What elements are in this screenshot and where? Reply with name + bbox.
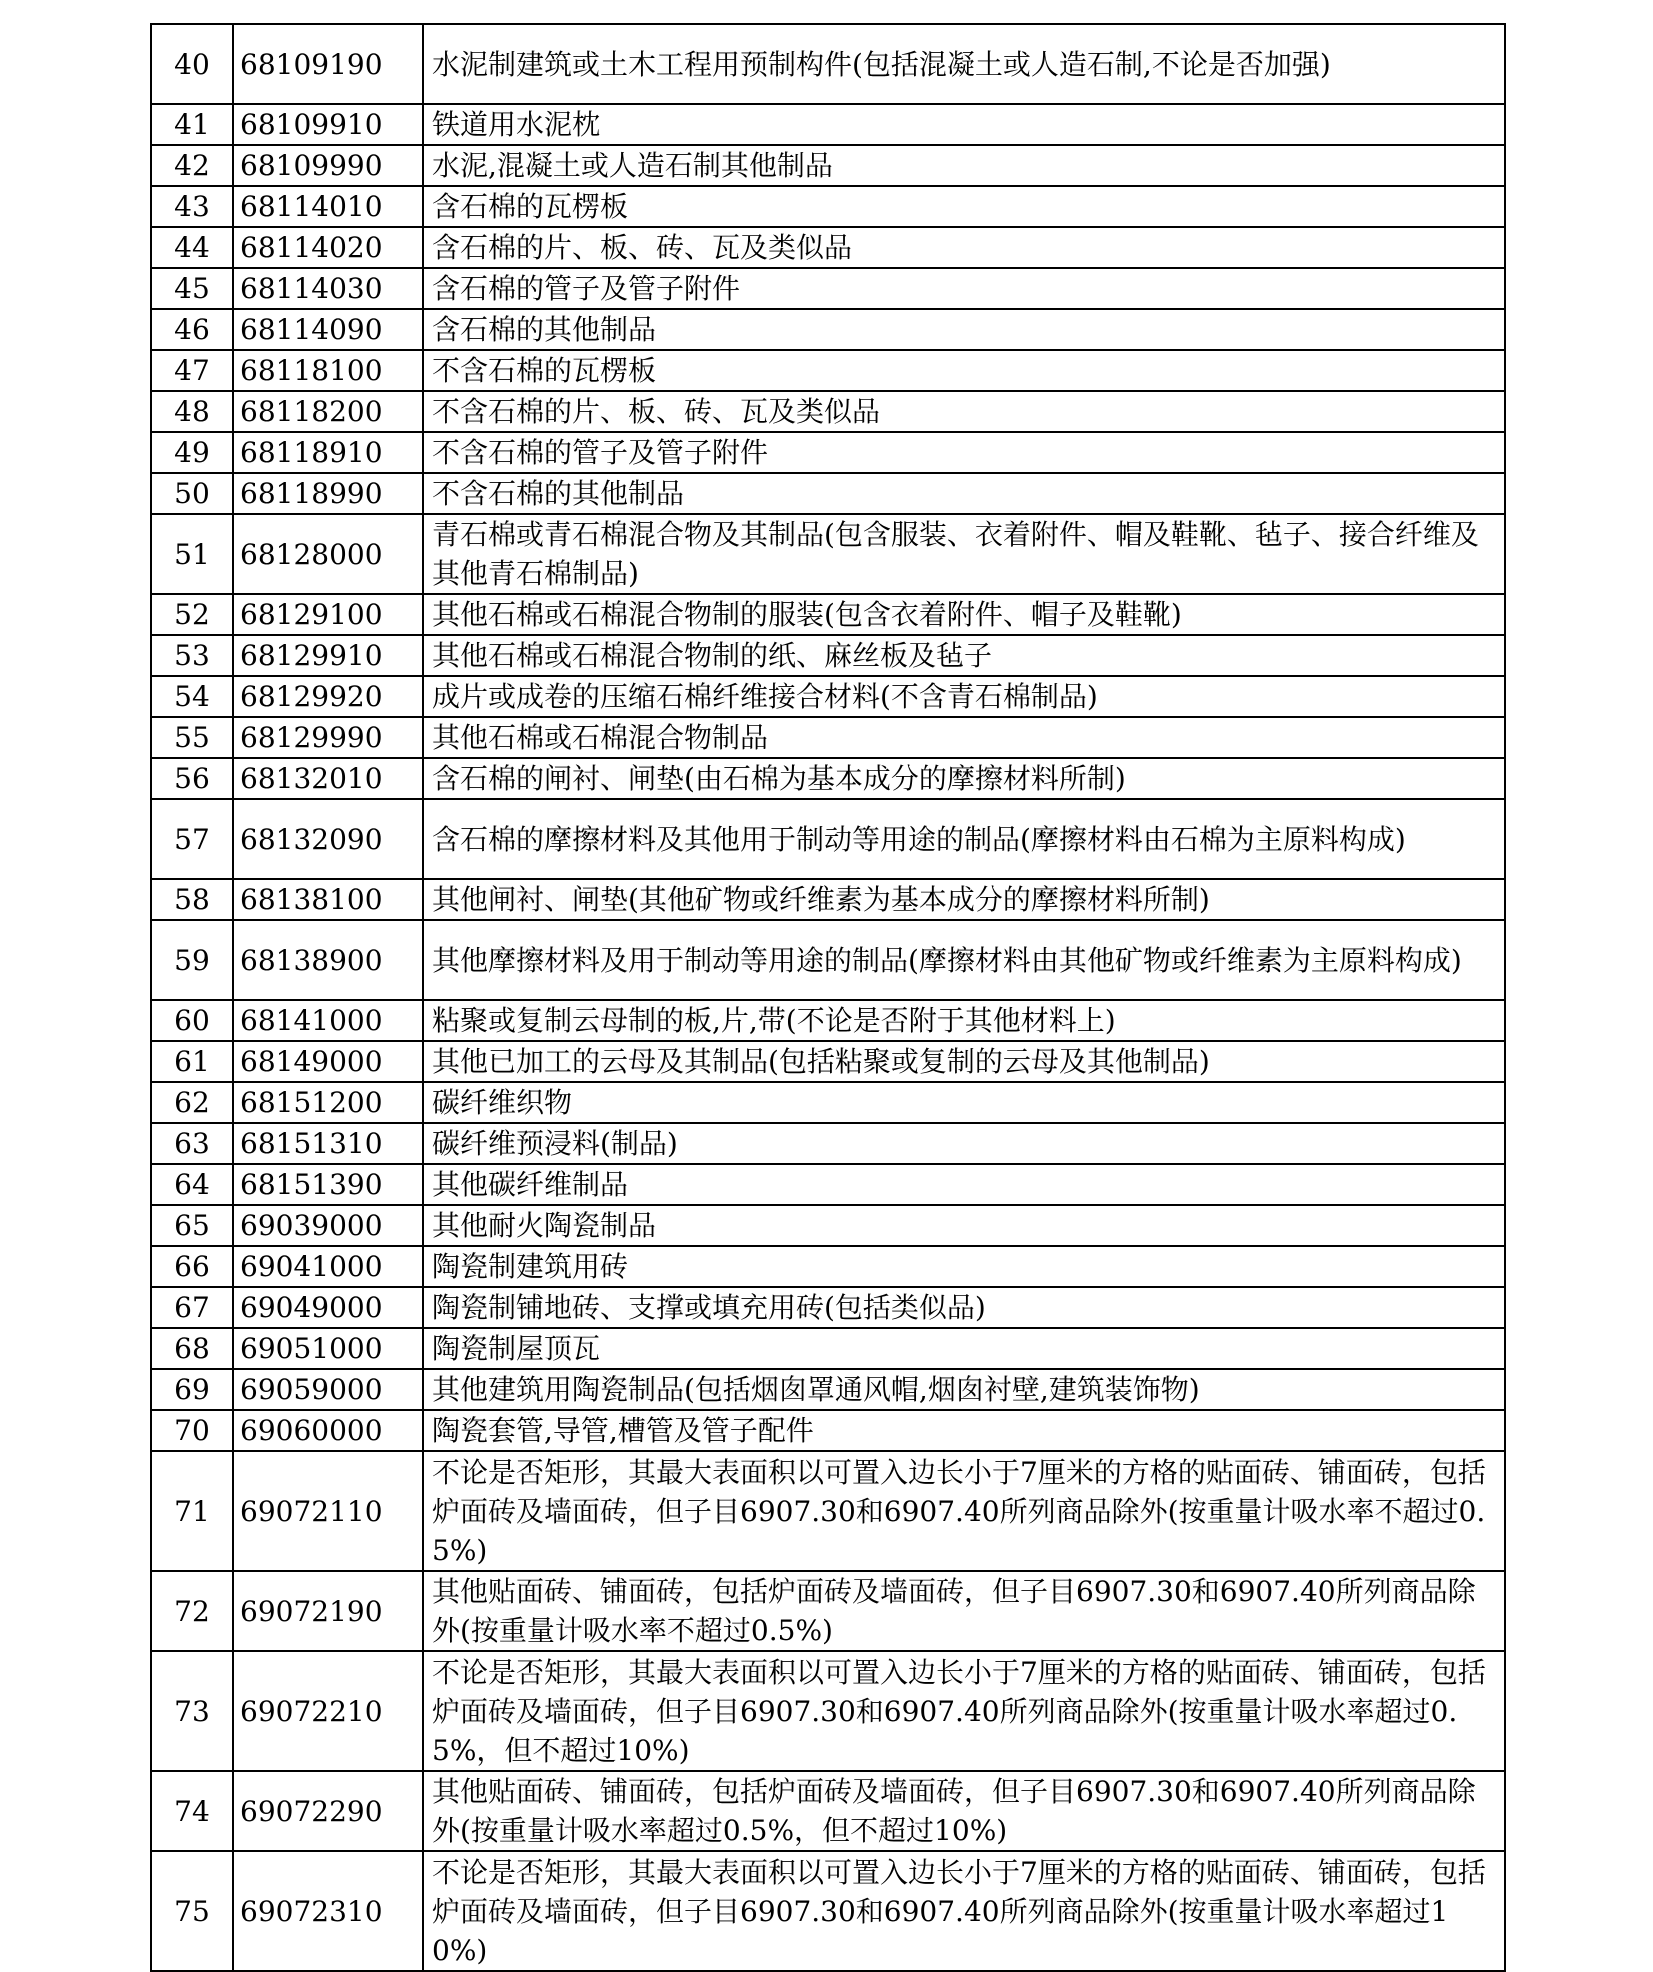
commodity-code-cell: 69072210 — [233, 1651, 423, 1771]
row-number-cell: 45 — [151, 268, 233, 309]
commodity-code-cell: 68149000 — [233, 1041, 423, 1082]
commodity-description-cell: 其他石棉或石棉混合物制的服装(包含衣着附件、帽子及鞋靴) — [423, 594, 1505, 635]
commodity-description-cell: 不含石棉的片、板、砖、瓦及类似品 — [423, 391, 1505, 432]
table-row — [151, 1771, 1505, 1851]
row-number-cell: 67 — [151, 1287, 233, 1328]
commodity-code-cell: 69072310 — [233, 1851, 423, 1971]
commodity-code-cell: 69039000 — [233, 1205, 423, 1246]
commodity-description-cell: 其他贴面砖、铺面砖，包括炉面砖及墙面砖，但子目6907.30和6907.40所列商品除外(按重量计吸水率超过0.5%，但不超过10%) — [423, 1771, 1505, 1851]
table-row — [151, 1082, 1505, 1123]
commodity-code-cell: 69072110 — [233, 1451, 423, 1571]
commodity-code-cell: 68109190 — [233, 24, 423, 104]
table-row — [151, 186, 1505, 227]
table-row — [151, 514, 1505, 594]
commodity-description-cell: 其他贴面砖、铺面砖，包括炉面砖及墙面砖，但子目6907.30和6907.40所列商品除外(按重量计吸水率不超过0.5%) — [423, 1571, 1505, 1651]
table-row — [151, 309, 1505, 350]
row-number-cell: 47 — [151, 350, 233, 391]
commodity-description-cell: 水泥,混凝土或人造石制其他制品 — [423, 145, 1505, 186]
row-number-cell: 69 — [151, 1369, 233, 1410]
commodity-description-cell: 碳纤维预浸料(制品) — [423, 1123, 1505, 1164]
row-number-cell: 41 — [151, 104, 233, 145]
commodity-code-cell: 69049000 — [233, 1287, 423, 1328]
table-row — [151, 594, 1505, 635]
row-number-cell: 43 — [151, 186, 233, 227]
row-number-cell: 46 — [151, 309, 233, 350]
table-row — [151, 227, 1505, 268]
row-number-cell: 50 — [151, 473, 233, 514]
row-number-cell: 42 — [151, 145, 233, 186]
table-row — [151, 1041, 1505, 1082]
commodity-description-cell: 陶瓷制铺地砖、支撑或填充用砖(包括类似品) — [423, 1287, 1505, 1328]
commodity-code-cell: 68129910 — [233, 635, 423, 676]
commodity-description-cell: 不论是否矩形，其最大表面积以可置入边长小于7厘米的方格的贴面砖、铺面砖，包括炉面砖及墙面砖，但子目6907.30和6907.40所列商品除外(按重量计吸水率超过10%) — [423, 1851, 1505, 1971]
commodity-description-cell: 不论是否矩形，其最大表面积以可置入边长小于7厘米的方格的贴面砖、铺面砖，包括炉面砖及墙面砖，但子目6907.30和6907.40所列商品除外(按重量计吸水率超过0.5%，但不超过10%) — [423, 1651, 1505, 1771]
table-row — [151, 717, 1505, 758]
row-number-cell: 44 — [151, 227, 233, 268]
commodity-description-cell: 其他摩擦材料及用于制动等用途的制品(摩擦材料由其他矿物或纤维素为主原料构成) — [423, 920, 1505, 1000]
commodity-code-cell: 68109990 — [233, 145, 423, 186]
commodity-code-cell: 68109910 — [233, 104, 423, 145]
commodity-code-cell: 68151200 — [233, 1082, 423, 1123]
commodity-description-cell: 其他耐火陶瓷制品 — [423, 1205, 1505, 1246]
commodity-description-cell: 含石棉的摩擦材料及其他用于制动等用途的制品(摩擦材料由石棉为主原料构成) — [423, 799, 1505, 879]
commodity-code-cell: 69041000 — [233, 1246, 423, 1287]
commodity-description-cell: 陶瓷制建筑用砖 — [423, 1246, 1505, 1287]
table-row — [151, 1000, 1505, 1041]
row-number-cell: 73 — [151, 1651, 233, 1771]
row-number-cell: 58 — [151, 879, 233, 920]
table-row — [151, 1851, 1505, 1971]
table-row — [151, 920, 1505, 1000]
table-row — [151, 879, 1505, 920]
commodity-code-cell: 68129100 — [233, 594, 423, 635]
row-number-cell: 40 — [151, 24, 233, 104]
commodity-description-cell: 不含石棉的管子及管子附件 — [423, 432, 1505, 473]
row-number-cell: 62 — [151, 1082, 233, 1123]
table-row — [151, 1205, 1505, 1246]
row-number-cell: 56 — [151, 758, 233, 799]
table-row — [151, 1123, 1505, 1164]
commodity-description-cell: 含石棉的管子及管子附件 — [423, 268, 1505, 309]
table-row — [151, 758, 1505, 799]
row-number-cell: 72 — [151, 1571, 233, 1651]
commodity-table — [150, 23, 1506, 1972]
commodity-code-cell: 68114010 — [233, 186, 423, 227]
commodity-code-cell: 68138900 — [233, 920, 423, 1000]
commodity-description-cell: 成片或成卷的压缩石棉纤维接合材料(不含青石棉制品) — [423, 676, 1505, 717]
commodity-description-cell: 陶瓷套管,导管,槽管及管子配件 — [423, 1410, 1505, 1451]
commodity-code-cell: 68132010 — [233, 758, 423, 799]
row-number-cell: 61 — [151, 1041, 233, 1082]
commodity-description-cell: 其他建筑用陶瓷制品(包括烟囱罩通风帽,烟囱衬壁,建筑装饰物) — [423, 1369, 1505, 1410]
commodity-code-cell: 68129920 — [233, 676, 423, 717]
commodity-description-cell: 其他已加工的云母及其制品(包括粘聚或复制的云母及其他制品) — [423, 1041, 1505, 1082]
table-row — [151, 1328, 1505, 1369]
table-row — [151, 104, 1505, 145]
row-number-cell: 52 — [151, 594, 233, 635]
row-number-cell: 49 — [151, 432, 233, 473]
commodity-description-cell: 含石棉的片、板、砖、瓦及类似品 — [423, 227, 1505, 268]
commodity-code-cell: 68138100 — [233, 879, 423, 920]
commodity-code-cell: 69059000 — [233, 1369, 423, 1410]
row-number-cell: 51 — [151, 514, 233, 594]
commodity-code-cell: 68132090 — [233, 799, 423, 879]
row-number-cell: 48 — [151, 391, 233, 432]
commodity-description-cell: 水泥制建筑或土木工程用预制构件(包括混凝土或人造石制,不论是否加强) — [423, 24, 1505, 104]
table-row — [151, 268, 1505, 309]
row-number-cell: 70 — [151, 1410, 233, 1451]
row-number-cell: 60 — [151, 1000, 233, 1041]
commodity-code-cell: 68151390 — [233, 1164, 423, 1205]
commodity-description-cell: 粘聚或复制云母制的板,片,带(不论是否附于其他材料上) — [423, 1000, 1505, 1041]
commodity-code-cell: 68129990 — [233, 717, 423, 758]
table-row — [151, 635, 1505, 676]
row-number-cell: 59 — [151, 920, 233, 1000]
commodity-description-cell: 含石棉的其他制品 — [423, 309, 1505, 350]
row-number-cell: 66 — [151, 1246, 233, 1287]
commodity-description-cell: 碳纤维织物 — [423, 1082, 1505, 1123]
table-row — [151, 1164, 1505, 1205]
commodity-code-cell: 68141000 — [233, 1000, 423, 1041]
commodity-code-cell: 68114030 — [233, 268, 423, 309]
table-row — [151, 1287, 1505, 1328]
commodity-code-cell: 69072290 — [233, 1771, 423, 1851]
table-row — [151, 1651, 1505, 1771]
commodity-description-cell: 陶瓷制屋顶瓦 — [423, 1328, 1505, 1369]
row-number-cell: 68 — [151, 1328, 233, 1369]
row-number-cell: 74 — [151, 1771, 233, 1851]
commodity-code-cell: 68118990 — [233, 473, 423, 514]
commodity-code-cell: 68114090 — [233, 309, 423, 350]
commodity-description-cell: 不论是否矩形，其最大表面积以可置入边长小于7厘米的方格的贴面砖、铺面砖，包括炉面砖及墙面砖，但子目6907.30和6907.40所列商品除外(按重量计吸水率不超过0.5%) — [423, 1451, 1505, 1571]
table-row — [151, 24, 1505, 104]
commodity-description-cell: 不含石棉的其他制品 — [423, 473, 1505, 514]
row-number-cell: 71 — [151, 1451, 233, 1571]
table-row — [151, 145, 1505, 186]
commodity-description-cell: 不含石棉的瓦楞板 — [423, 350, 1505, 391]
commodity-code-cell: 68118200 — [233, 391, 423, 432]
table-row — [151, 432, 1505, 473]
row-number-cell: 65 — [151, 1205, 233, 1246]
table-row — [151, 1369, 1505, 1410]
commodity-code-cell: 69060000 — [233, 1410, 423, 1451]
commodity-code-cell: 69072190 — [233, 1571, 423, 1651]
commodity-description-cell: 铁道用水泥枕 — [423, 104, 1505, 145]
row-number-cell: 64 — [151, 1164, 233, 1205]
table-row — [151, 1410, 1505, 1451]
row-number-cell: 54 — [151, 676, 233, 717]
row-number-cell: 75 — [151, 1851, 233, 1971]
commodity-code-cell: 68128000 — [233, 514, 423, 594]
commodity-code-cell: 68114020 — [233, 227, 423, 268]
commodity-description-cell: 其他闸衬、闸垫(其他矿物或纤维素为基本成分的摩擦材料所制) — [423, 879, 1505, 920]
table-row — [151, 1451, 1505, 1571]
table-row — [151, 391, 1505, 432]
commodity-code-cell: 68118100 — [233, 350, 423, 391]
table-row — [151, 799, 1505, 879]
table-row — [151, 1246, 1505, 1287]
commodity-description-cell: 含石棉的闸衬、闸垫(由石棉为基本成分的摩擦材料所制) — [423, 758, 1505, 799]
table-row — [151, 350, 1505, 391]
commodity-description-cell: 青石棉或青石棉混合物及其制品(包含服装、衣着附件、帽及鞋靴、毡子、接合纤维及其他青石棉制品) — [423, 514, 1505, 594]
commodity-code-cell: 69051000 — [233, 1328, 423, 1369]
row-number-cell: 55 — [151, 717, 233, 758]
row-number-cell: 57 — [151, 799, 233, 879]
table-row — [151, 1571, 1505, 1651]
commodity-description-cell: 其他石棉或石棉混合物制的纸、麻丝板及毡子 — [423, 635, 1505, 676]
table-row — [151, 676, 1505, 717]
commodity-code-cell: 68118910 — [233, 432, 423, 473]
commodity-description-cell: 其他碳纤维制品 — [423, 1164, 1505, 1205]
row-number-cell: 53 — [151, 635, 233, 676]
commodity-code-cell: 68151310 — [233, 1123, 423, 1164]
commodity-description-cell: 其他石棉或石棉混合物制品 — [423, 717, 1505, 758]
table-row — [151, 473, 1505, 514]
row-number-cell: 63 — [151, 1123, 233, 1164]
commodity-description-cell: 含石棉的瓦楞板 — [423, 186, 1505, 227]
table-body — [151, 24, 1505, 1971]
